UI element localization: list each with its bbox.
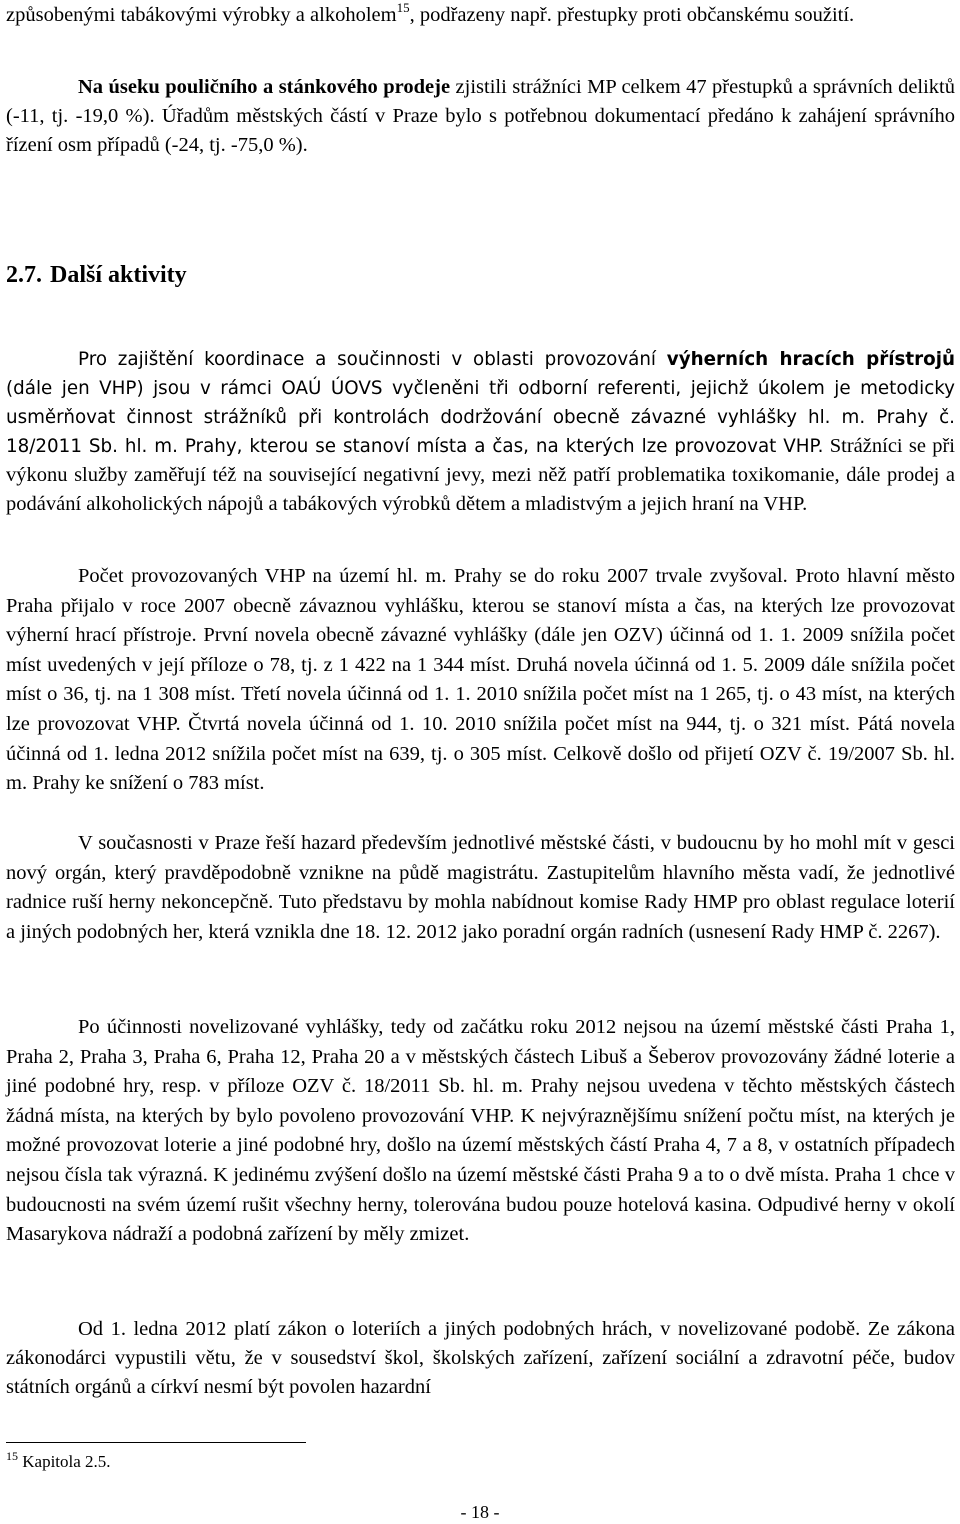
footnote-separator <box>6 1442 306 1443</box>
footnote-text: Kapitola 2.5. <box>18 1452 111 1471</box>
paragraph-street-sales: Na úseku pouličního a stánkového prodeje zjistili strážníci MP celkem 47 přestupků a správních deliktů (-11, tj. -19,0 %). Úřadům městských částí v Praze bylo s potřebnou dokumentací předáno k zahájení správního řízení osm případů (-24, tj. -75,0 %). <box>6 76 956 156</box>
paragraph-current-situation: V současnosti v Praze řeší hazard především jednotlivé městské části, v budoucnu by ho mohl mít v gesci nový orgán, který pravděpodobně vznikne na půdě magistrátu. Zastupitelům hlavního města vadí, že jednotlivé radnice ruší herny nekoncepčně. Tuto představu by mohla nabídnout komise Rady HMP pro oblast regulace loterií a jiných podobných her, která vznikla dne 18. 12. 2012 jako poradní orgán radních (usnesení Rady HMP č. 2267). <box>6 832 955 943</box>
paragraph-after-effect: Po účinnosti novelizované vyhlášky, tedy od začátku roku 2012 nejsou na území městské části Praha 1, Praha 2, Praha 3, Praha 6, Praha 12, Praha 20 a v městských částech Libuš a Šeberov provozovány žádné loterie a jiné podobné hry, resp. v příloze OZV č. 18/2011 Sb. hl. m. Prahy nejsou uvedena v těchto městských částech žádná místa, na kterých by bylo povoleno provozování VHP. K nejvýraznějšímu snížení počtu míst, na kterých je možné provozovat loterie a jiné podobné hry, došlo na území městských částí Praha 4, 7 a 8, v ostatních případech nejsou čísla tak výrazná. K jedinému zvýšení došlo na území městské části Praha 9 a to o dvě místa. Praha 1 chce v budoucnosti na svém území rušit všechny herny, tolerována budou pouze hotelová kasina. Odpudivé herny v okolí Masarykova nádraží a podobná zařízení by měly zmizet. <box>6 1016 955 1246</box>
section-title: Další aktivity <box>50 262 187 288</box>
emphasis-vhp: výherních hracích přístrojů <box>666 349 955 370</box>
section-number: 2.7. <box>6 262 42 288</box>
paragraph-vhp-count: Počet provozovaných VHP na území hl. m. Prahy se do roku 2007 trvale zvyšoval. Proto hlavní město Praha přijalo v roce 2007 obecně závaznou vyhlášku, kterou se stanoví místa a čas, na kterých lze provozovat výherní hrací přístroje. První novela obecně závazné vyhlášky (dále jen OZV) účinná od 1. 1. 2009 snížila počet míst uvedených v její příloze o 78, tj. z 1 422 na 1 344 míst. Druhá novela účinná od 1. 5. 2009 dále snížila počet míst o 36, tj. na 1 308 míst. Třetí novela účinná od 1. 1. 2010 snížila počet míst na 1 265, tj. o 43 míst, na kterých lze provozovat VHP. Čtvrtá novela účinná od 1. 10. 2010 snížila počet míst na 944, tj. o 321 míst. Pátá novela účinná od 1. ledna 2012 snížila počet míst na 639, tj. o 305 míst. Celkově došlo od přijetí OZV č. 19/2007 Sb. hl. m. Prahy ke snížení o 783 míst. <box>6 565 955 795</box>
emphasis-street-sales: Na úseku pouličního a stánkového prodeje <box>78 76 451 98</box>
footnote-number: 15 <box>6 1449 18 1463</box>
footnote <box>6 1450 111 1475</box>
footnote-reference[interactable]: 15 <box>396 0 410 15</box>
paragraph-vhp-coordination: Pro zajištění koordinace a součinnosti v oblasti provozování výherních hracích přístrojů (dále jen VHP) jsou v rámci OAÚ ÚOVS vyčleněni tři odborní referenti, jejichž úkolem je metodicky usměrňovat činnost strážníků při kontrolách dodržování obecně závazné vyhlášky hl. m. Prahy č. 18/2011 Sb. hl. m. Prahy, kterou se stanoví místa a čas, na kterých lze provozovat VHP. Strážníci se při výkonu služby zaměřují též na související negativní jevy, mezi něž patří problematika toxikomanie, dále prodej a podávání alkoholických nápojů a tabákových výrobků dětem a mladistvým a jejich hraní na VHP. <box>6 349 955 515</box>
paragraph-lottery-law: Od 1. ledna 2012 platí zákon o loteriích a jiných podobných hrách, v novelizované podobě. Ze zákona zákonodárci vypustili větu, že v sousedství škol, školských zařízení, zařízení sociální a zdravotní péče, budov státních orgánů a církví nesmí být povolen hazardní <box>6 1318 955 1398</box>
paragraph-continuation: způsobenými tabákovými výrobky a alkoholem$^{15}$, podřazeny např. přestupky proti občanskému soužití. <box>6 0 855 26</box>
page-number: - 18 - <box>460 1502 500 1522</box>
section-heading <box>6 257 187 293</box>
